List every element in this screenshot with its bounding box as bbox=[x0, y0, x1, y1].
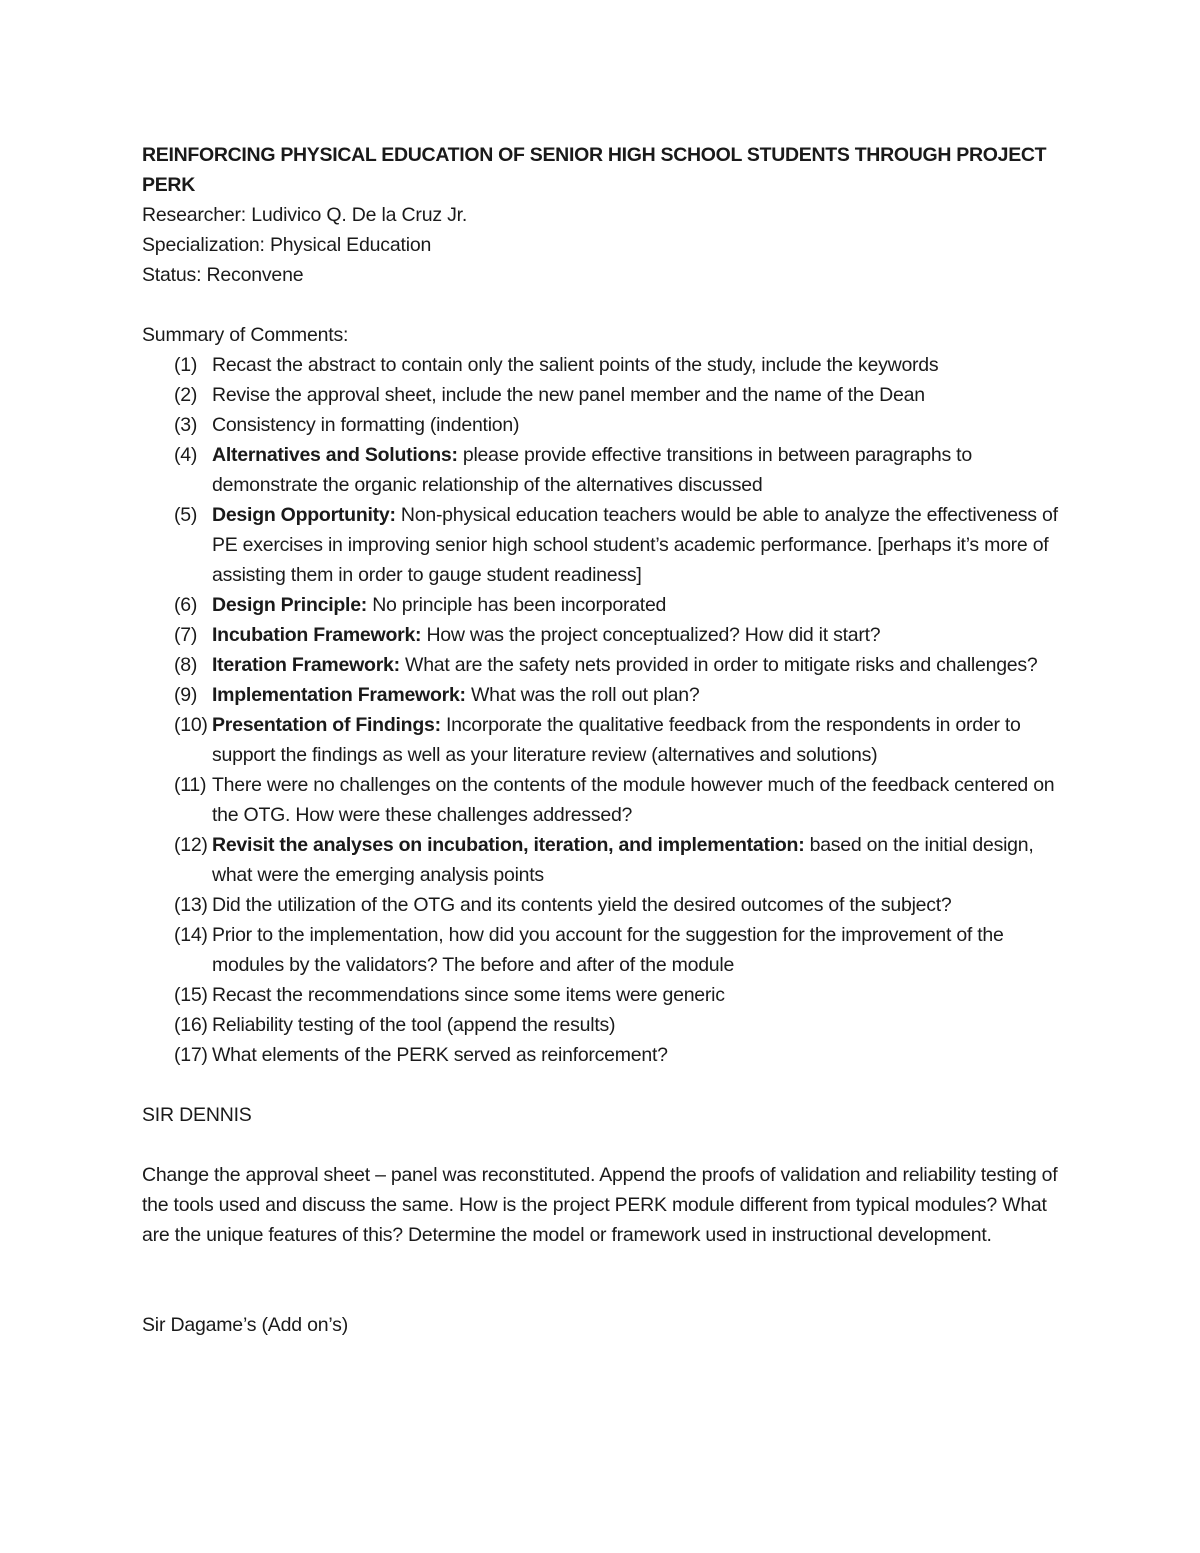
comment-number: (6) bbox=[174, 594, 198, 616]
comment-item bbox=[142, 650, 1072, 680]
comment-text: What are the safety nets provided in order to mitigate risks and challenges? bbox=[399, 654, 1038, 676]
comment-number: (15) bbox=[174, 984, 208, 1006]
comment-number: (17) bbox=[174, 1044, 208, 1066]
comment-item bbox=[142, 680, 1072, 710]
comment-text: Recast the abstract to contain only the salient points of the study, include the keywords bbox=[212, 354, 939, 376]
comment-text: How was the project conceptualized? How did it start? bbox=[421, 624, 881, 646]
comment-text: There were no challenges on the contents of the module however much of the feedback centered on the OTG. How were these challenges addressed? bbox=[212, 774, 1055, 826]
comment-label: Design Opportunity: bbox=[212, 504, 396, 526]
comment-item bbox=[142, 710, 1072, 770]
comment-item bbox=[142, 980, 1072, 1010]
comment-number: (7) bbox=[174, 624, 198, 646]
spacer bbox=[142, 1250, 1072, 1280]
comment-item bbox=[142, 830, 1072, 890]
comment-item bbox=[142, 890, 1072, 920]
document-page bbox=[142, 140, 1072, 1340]
spacer bbox=[142, 290, 1072, 320]
comment-item bbox=[142, 590, 1072, 620]
spacer bbox=[142, 1280, 1072, 1310]
comment-number: (13) bbox=[174, 894, 208, 916]
comment-number: (12) bbox=[174, 834, 208, 856]
comment-text: Non-physical education teachers would be able to analyze the effectiveness of PE exercises in improving senior high school student’s academic performance. [perhaps it’s more of assisting them in order to gauge student readiness] bbox=[212, 504, 1058, 586]
comment-text: No principle has been incorporated bbox=[367, 594, 667, 616]
comment-item bbox=[142, 500, 1072, 590]
comment-number: (9) bbox=[174, 684, 198, 706]
comment-text: Reliability testing of the tool (append the results) bbox=[212, 1014, 616, 1036]
comment-item bbox=[142, 440, 1072, 500]
comment-number: (8) bbox=[174, 654, 198, 676]
comment-label: Design Principle: bbox=[212, 594, 368, 616]
comment-number: (10) bbox=[174, 714, 208, 736]
comment-number: (14) bbox=[174, 924, 208, 946]
comment-number: (2) bbox=[174, 384, 198, 406]
sir-dennis-comment: Change the approval sheet – panel was reconstituted. Append the proofs of validation and reliability testing of the tools used and discuss the same. How is the project PERK module different from typical modules? What are the unique features of this? Determine the model or framework used in instructional development. bbox=[142, 1164, 1058, 1246]
comment-text: please provide effective transitions in between paragraphs to demonstrate the organic relationship of the alternatives discussed bbox=[212, 444, 972, 496]
comment-text: What elements of the PERK served as reinforcement? bbox=[212, 1044, 668, 1066]
comments-list bbox=[142, 350, 1072, 1070]
comment-label: Implementation Framework: bbox=[212, 684, 466, 706]
comment-label: Incubation Framework: bbox=[212, 624, 422, 646]
comment-text: Prior to the implementation, how did you account for the suggestion for the improvement of the modules by the validators? The before and after of the module bbox=[212, 924, 1004, 976]
comment-item bbox=[142, 770, 1072, 830]
status-line: Status: Reconvene bbox=[142, 264, 304, 286]
comment-text: Did the utilization of the OTG and its contents yield the desired outcomes of the subject? bbox=[212, 894, 952, 916]
comment-number: (3) bbox=[174, 414, 198, 436]
comment-label: Presentation of Findings: bbox=[212, 714, 441, 736]
specialization-line: Specialization: Physical Education bbox=[142, 234, 432, 256]
comment-number: (4) bbox=[174, 444, 198, 466]
spacer bbox=[142, 1070, 1072, 1100]
document-title: REINFORCING PHYSICAL EDUCATION OF SENIOR HIGH SCHOOL STUDENTS THROUGH PROJECT PERK bbox=[142, 144, 1047, 196]
researcher-line: Researcher: Ludivico Q. De la Cruz Jr. bbox=[142, 204, 468, 226]
comment-text: Consistency in formatting (indention) bbox=[212, 414, 520, 436]
comment-text: Recast the recommendations since some items were generic bbox=[212, 984, 725, 1006]
comment-item bbox=[142, 1040, 1072, 1070]
comment-item bbox=[142, 620, 1072, 650]
comment-text: Incorporate the qualitative feedback from the respondents in order to support the findings as well as your literature review (alternatives and solutions) bbox=[212, 714, 1021, 766]
comment-number: (5) bbox=[174, 504, 198, 526]
comment-item bbox=[142, 380, 1072, 410]
comment-number: (1) bbox=[174, 354, 198, 376]
comment-label: Revisit the analyses on incubation, iteration, and implementation: bbox=[212, 834, 805, 856]
comment-label: Alternatives and Solutions: bbox=[212, 444, 458, 466]
comment-number: (11) bbox=[174, 774, 207, 796]
comment-item bbox=[142, 1010, 1072, 1040]
comment-text: based on the initial design, what were the emerging analysis points bbox=[212, 834, 1034, 886]
comment-number: (16) bbox=[174, 1014, 208, 1036]
comment-text: What was the roll out plan? bbox=[465, 684, 700, 706]
sir-dagame-heading: Sir Dagame’s (Add on’s) bbox=[142, 1314, 349, 1336]
comment-item bbox=[142, 920, 1072, 980]
spacer bbox=[142, 1130, 1072, 1160]
sir-dennis-heading: SIR DENNIS bbox=[142, 1104, 252, 1126]
comment-text: Revise the approval sheet, include the new panel member and the name of the Dean bbox=[212, 384, 925, 406]
comment-item bbox=[142, 410, 1072, 440]
comment-label: Iteration Framework: bbox=[212, 654, 400, 676]
summary-heading: Summary of Comments: bbox=[142, 324, 349, 346]
comment-item bbox=[142, 350, 1072, 380]
